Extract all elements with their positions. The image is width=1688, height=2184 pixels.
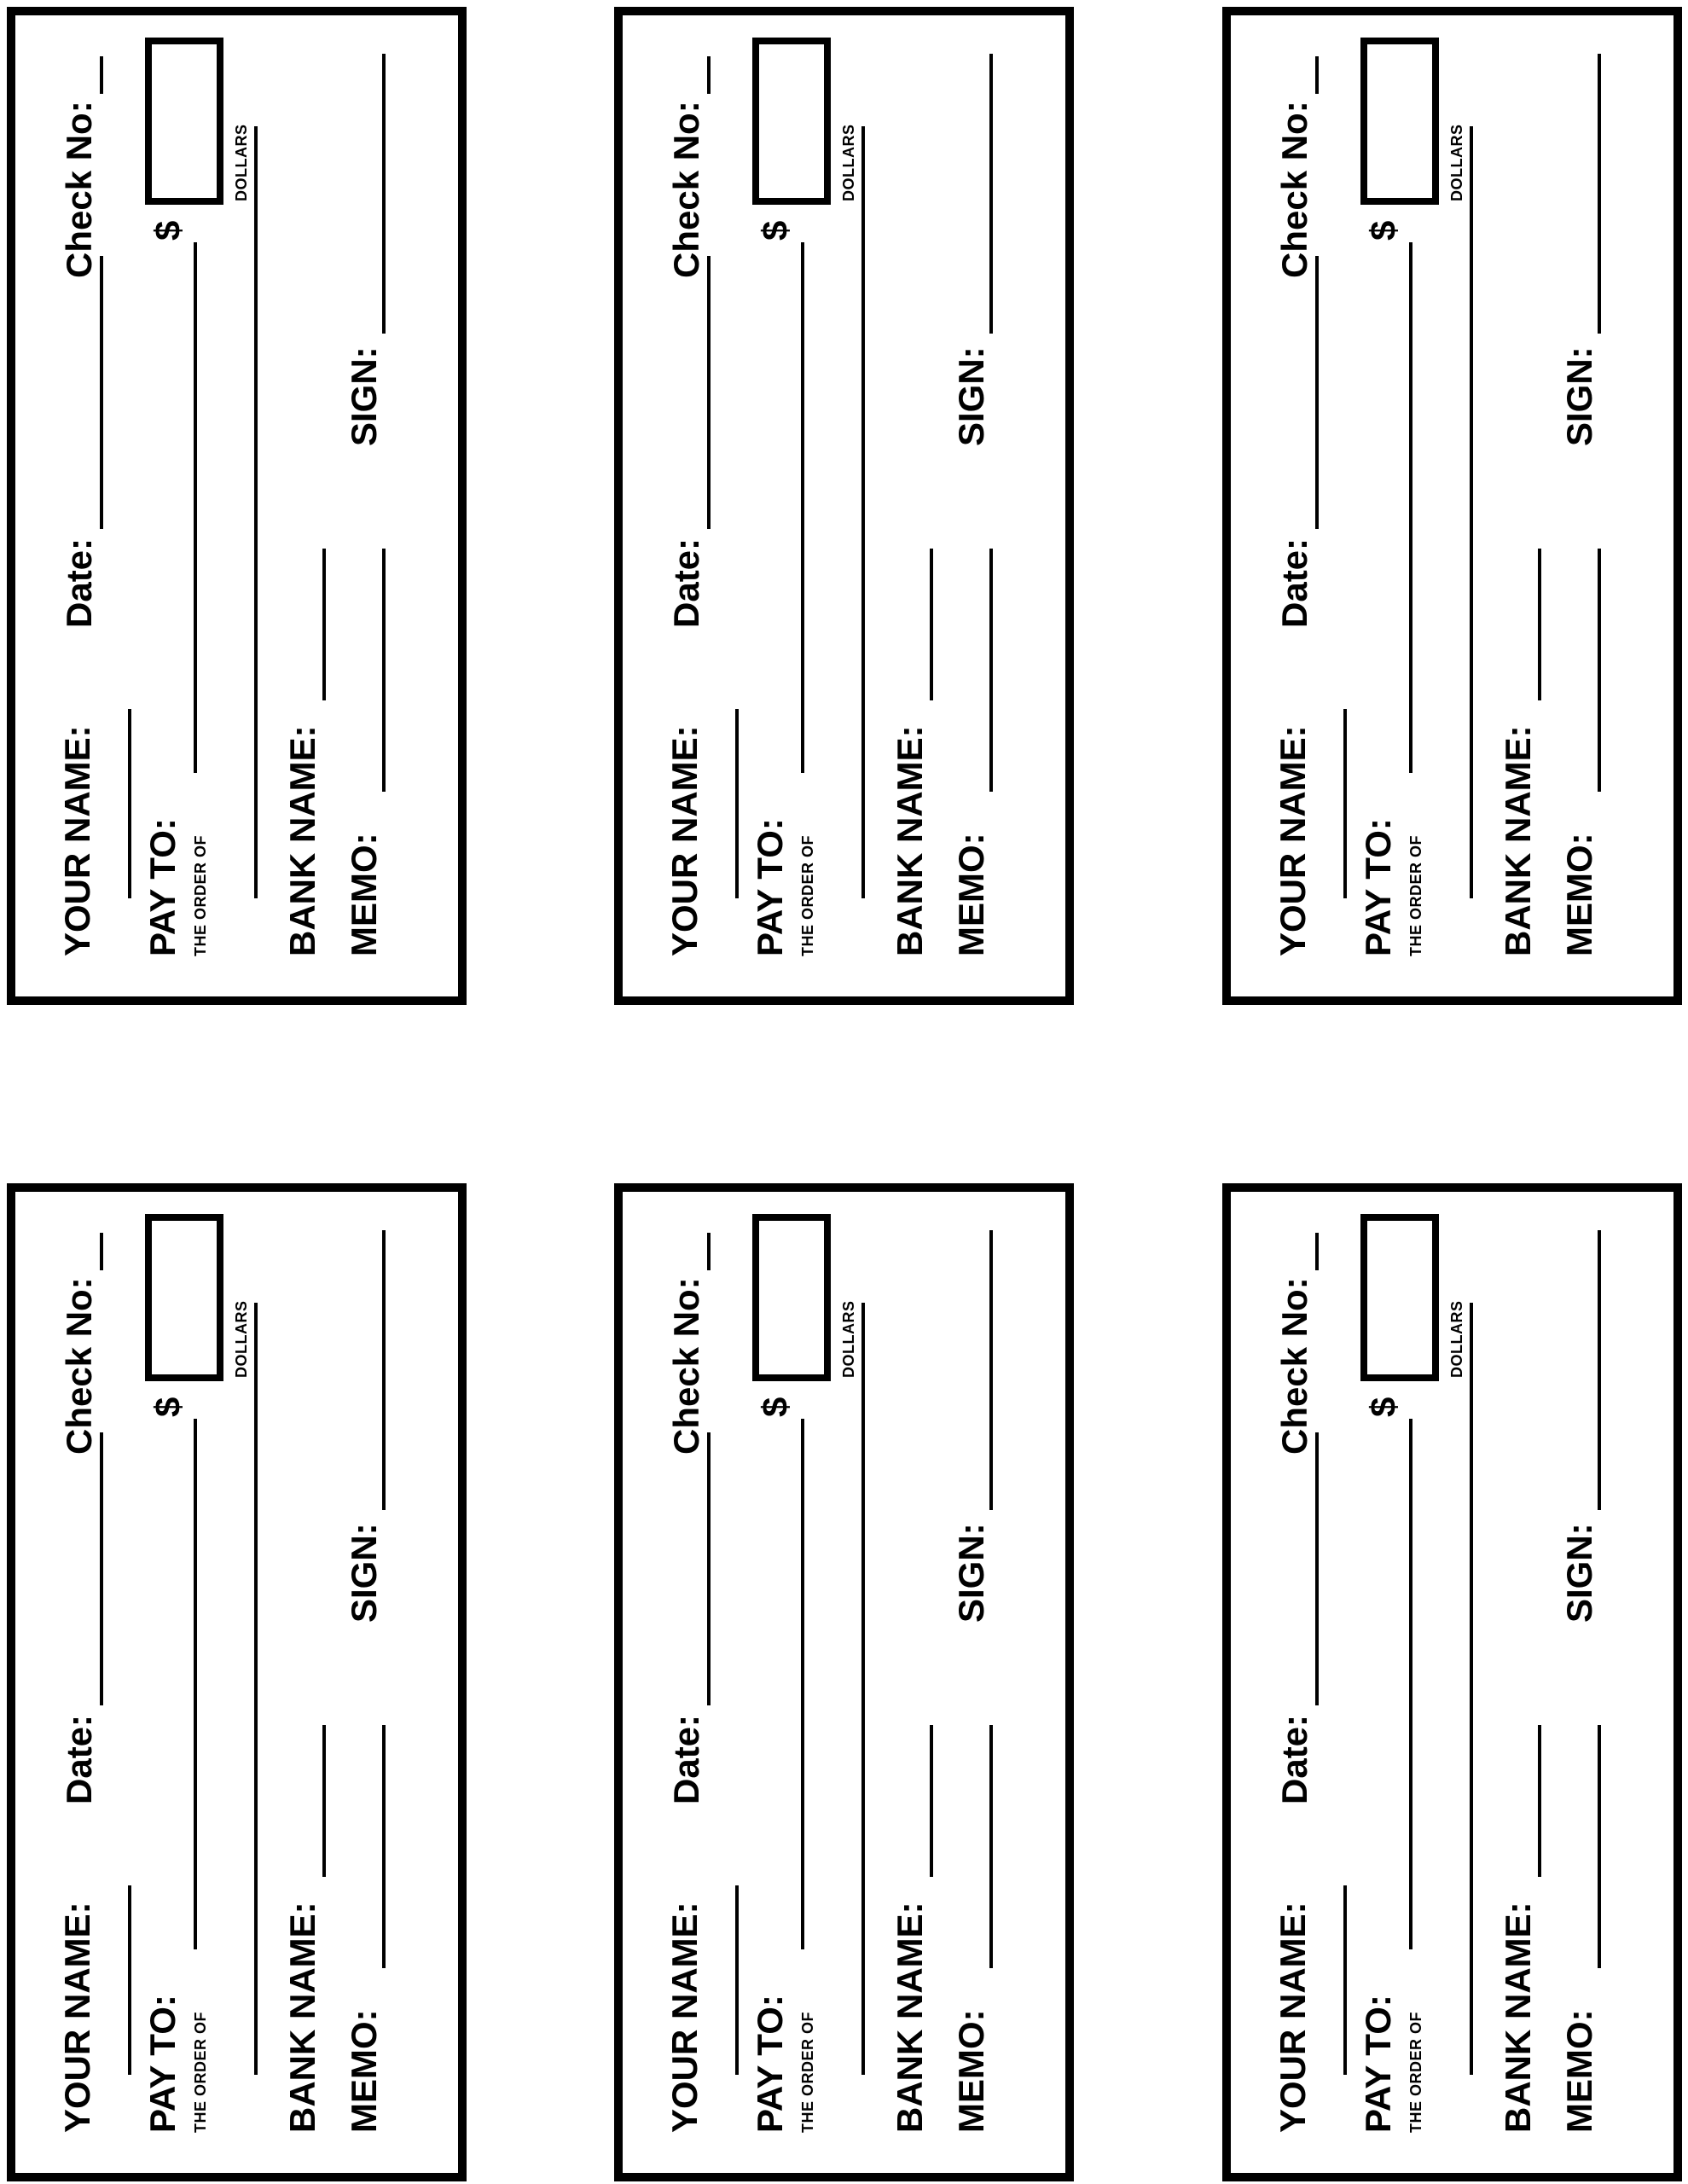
sign-blank-line (382, 54, 386, 334)
dollars-label: DOLLARS (840, 1300, 857, 1378)
the-order-of-label: THE ORDER OF (799, 2011, 816, 2133)
bank-name-blank-line (322, 1725, 326, 1877)
dollar-sign: $ (1363, 220, 1403, 241)
your-name-label: YOUR NAME: (57, 1902, 97, 2133)
the-order-of-label: THE ORDER OF (192, 2011, 209, 2133)
date-blank-line (100, 1432, 103, 1705)
check-number-label: Check No: (1274, 101, 1314, 278)
your-name-blank-line (1343, 709, 1347, 898)
your-name-label: YOUR NAME: (664, 725, 705, 956)
check-body (614, 1183, 1074, 2181)
date-label: Date: (666, 1714, 706, 1804)
date-label: Date: (666, 537, 706, 628)
check-number-blank-line (707, 1233, 711, 1270)
check-body (1222, 1183, 1682, 2181)
your-name-label: YOUR NAME: (664, 1902, 705, 2133)
memo-label: MEMO: (1559, 833, 1599, 956)
amount-box (1360, 1214, 1439, 1381)
blank-check (7, 1183, 467, 2181)
your-name-blank-line (128, 1885, 131, 2075)
date-blank-line (1315, 1432, 1319, 1705)
date-blank-line (707, 1432, 711, 1705)
the-order-of-label: THE ORDER OF (1407, 834, 1424, 956)
check-number-blank-line (100, 1233, 103, 1270)
your-name-blank-line (735, 1885, 739, 2075)
check-number-label: Check No: (59, 101, 99, 278)
bank-name-label: BANK NAME: (1498, 725, 1538, 956)
check-number-label: Check No: (59, 1277, 99, 1455)
your-name-blank-line (128, 709, 131, 898)
sign-label: SIGN: (344, 346, 384, 446)
your-name-label: YOUR NAME: (57, 725, 97, 956)
memo-blank-line (1598, 1725, 1601, 1968)
date-blank-line (100, 256, 103, 529)
dollar-sign: $ (755, 1397, 795, 1417)
payee-blank-line (194, 1419, 197, 1949)
blank-check (614, 1183, 1074, 2181)
date-label: Date: (59, 537, 99, 628)
check-number-blank-line (1315, 1233, 1319, 1270)
amount-in-words-blank-line (861, 1303, 865, 2075)
amount-box (752, 38, 831, 205)
date-blank-line (1315, 256, 1319, 529)
dollar-sign: $ (148, 1397, 188, 1417)
check-body (614, 7, 1074, 1005)
memo-label: MEMO: (951, 2009, 991, 2133)
sign-blank-line (989, 54, 993, 334)
payee-blank-line (801, 1419, 804, 1949)
pay-to-label: PAY TO: (1358, 1995, 1398, 2133)
the-order-of-label: THE ORDER OF (192, 834, 209, 956)
memo-blank-line (382, 549, 386, 792)
amount-in-words-blank-line (1470, 1303, 1473, 2075)
bank-name-label: BANK NAME: (890, 725, 930, 956)
memo-blank-line (989, 1725, 993, 1968)
sign-label: SIGN: (1559, 1523, 1599, 1623)
memo-blank-line (989, 549, 993, 792)
check-body (7, 1183, 467, 2181)
date-label: Date: (1274, 1714, 1314, 1804)
bank-name-blank-line (1538, 1725, 1541, 1877)
sign-label: SIGN: (951, 346, 991, 446)
dollar-sign: $ (755, 220, 795, 241)
payee-blank-line (1409, 1419, 1412, 1949)
payee-blank-line (194, 242, 197, 773)
sign-label: SIGN: (344, 1523, 384, 1623)
sign-blank-line (382, 1230, 386, 1510)
check-number-blank-line (100, 56, 103, 94)
amount-in-words-blank-line (1470, 126, 1473, 898)
sign-blank-line (1598, 1230, 1601, 1510)
pay-to-label: PAY TO: (142, 1995, 183, 2133)
blank-check (1222, 1183, 1682, 2181)
sign-label: SIGN: (951, 1523, 991, 1623)
sign-blank-line (989, 1230, 993, 1510)
pay-to-label: PAY TO: (750, 818, 790, 956)
amount-box (1360, 38, 1439, 205)
check-body (1222, 7, 1682, 1005)
amount-box (145, 38, 223, 205)
dollars-label: DOLLARS (1448, 1300, 1465, 1378)
dollars-label: DOLLARS (233, 124, 250, 201)
pay-to-label: PAY TO: (750, 1995, 790, 2133)
bank-name-label: BANK NAME: (282, 1902, 322, 2133)
amount-box (145, 1214, 223, 1381)
check-body (7, 7, 467, 1005)
pay-to-label: PAY TO: (1358, 818, 1398, 956)
pay-to-label: PAY TO: (142, 818, 183, 956)
bank-name-label: BANK NAME: (282, 725, 322, 956)
bank-name-blank-line (930, 1725, 933, 1877)
date-label: Date: (59, 1714, 99, 1804)
check-number-blank-line (1315, 56, 1319, 94)
dollars-label: DOLLARS (840, 124, 857, 201)
dollar-sign: $ (148, 220, 188, 241)
payee-blank-line (1409, 242, 1412, 773)
bank-name-label: BANK NAME: (1498, 1902, 1538, 2133)
memo-label: MEMO: (344, 2009, 384, 2133)
bank-name-label: BANK NAME: (890, 1902, 930, 2133)
payee-blank-line (801, 242, 804, 773)
amount-in-words-blank-line (861, 126, 865, 898)
memo-blank-line (382, 1725, 386, 1968)
bank-name-blank-line (1538, 549, 1541, 700)
the-order-of-label: THE ORDER OF (799, 834, 816, 956)
your-name-blank-line (1343, 1885, 1347, 2075)
memo-label: MEMO: (951, 833, 991, 956)
check-number-label: Check No: (1274, 1277, 1314, 1455)
blank-check (614, 7, 1074, 1005)
your-name-label: YOUR NAME: (1273, 725, 1313, 956)
blank-check (7, 7, 467, 1005)
your-name-blank-line (735, 709, 739, 898)
sign-blank-line (1598, 54, 1601, 334)
memo-blank-line (1598, 549, 1601, 792)
blank-check (1222, 7, 1682, 1005)
date-blank-line (707, 256, 711, 529)
bank-name-blank-line (930, 549, 933, 700)
dollar-sign: $ (1363, 1397, 1403, 1417)
date-label: Date: (1274, 537, 1314, 628)
memo-label: MEMO: (1559, 2009, 1599, 2133)
amount-in-words-blank-line (254, 126, 258, 898)
amount-in-words-blank-line (254, 1303, 258, 2075)
your-name-label: YOUR NAME: (1273, 1902, 1313, 2133)
check-number-label: Check No: (666, 1277, 706, 1455)
sign-label: SIGN: (1559, 346, 1599, 446)
dollars-label: DOLLARS (233, 1300, 250, 1378)
bank-name-blank-line (322, 549, 326, 700)
dollars-label: DOLLARS (1448, 124, 1465, 201)
memo-label: MEMO: (344, 833, 384, 956)
amount-box (752, 1214, 831, 1381)
check-number-label: Check No: (666, 101, 706, 278)
check-number-blank-line (707, 56, 711, 94)
the-order-of-label: THE ORDER OF (1407, 2011, 1424, 2133)
